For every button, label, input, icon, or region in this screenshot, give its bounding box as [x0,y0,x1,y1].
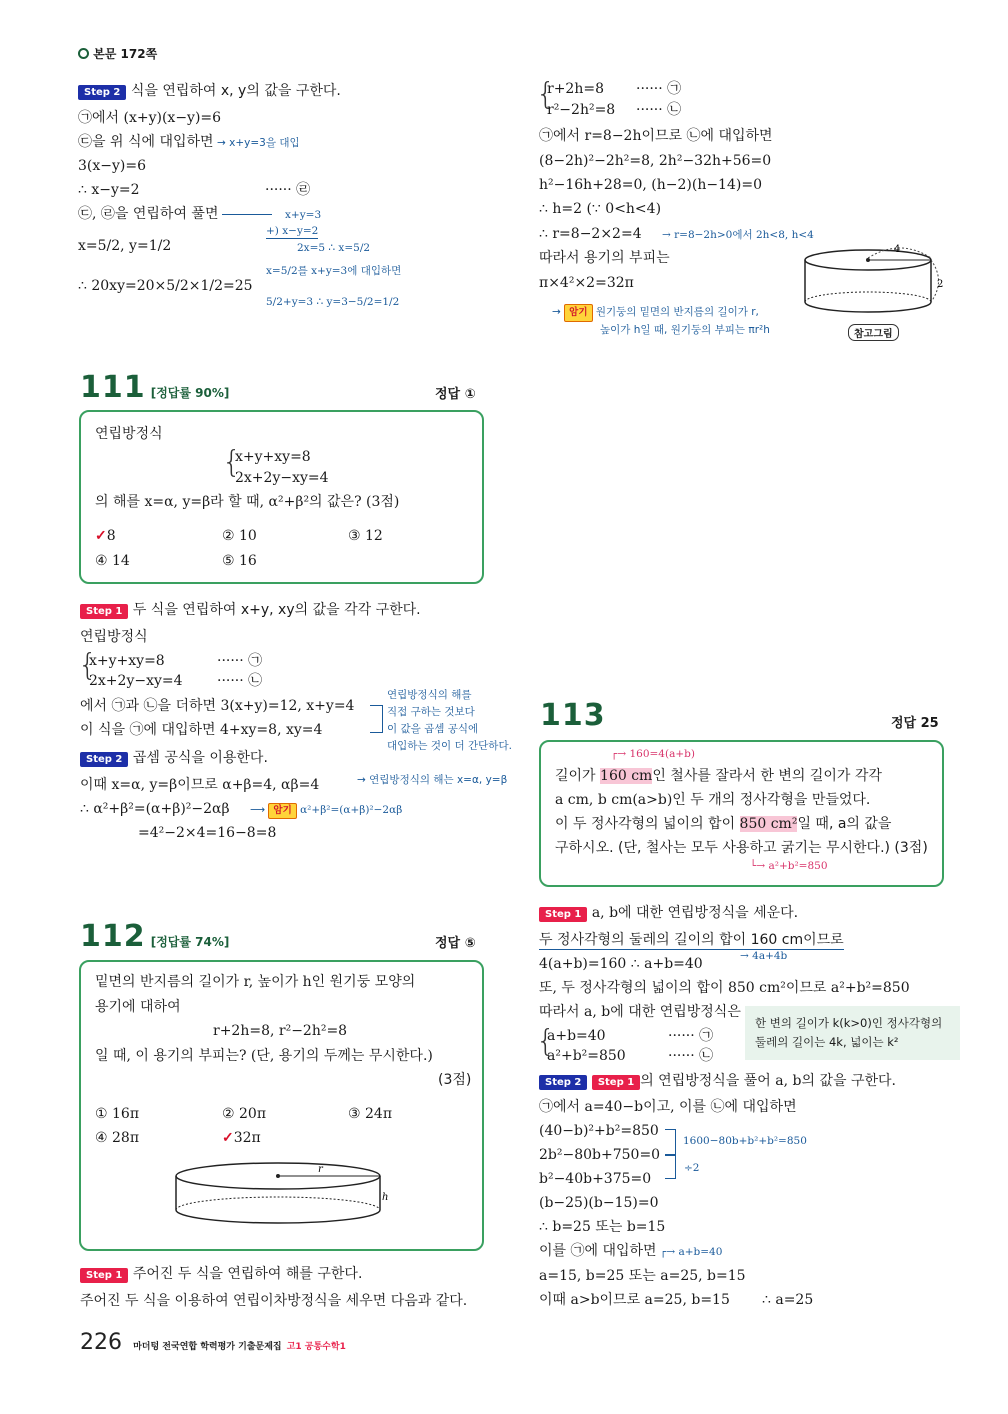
equation-marker: ······ ㉠ [217,653,263,669]
step-title: a, b에 대한 연립방정식을 세운다. [591,905,799,921]
question-box [539,740,944,887]
equation: a+b=40 [547,1028,606,1044]
choice-1[interactable]: ① 16π [95,1106,140,1122]
choice-5[interactable]: ⑤ 16 [222,553,257,569]
height-label: h [382,1192,389,1203]
annotation: 연립방정식의 해를 직접 구하는 것보다 이 값을 곱셈 공식에 대입하는 것이 더 간단하다. [387,689,512,752]
equation: r+2h=8, r²−2h²=8 [213,1023,348,1039]
page-reference [78,45,157,62]
step-title: 의 연립방정식을 풀어 a, b의 값을 구한다. [640,1073,896,1089]
question-text: 일 때, 이 용기의 부피는? (단, 용기의 두께는 무시한다.) [95,1048,433,1064]
step-heading [539,1072,896,1090]
correct-rate: [정답률 90%] [150,386,230,400]
question-number: 111 [80,370,146,405]
solution-line: ㉠에서 r=8−2h이므로 ㉡에 대입하면 [539,128,773,144]
step-heading [539,904,798,922]
solution-line: ∴ h=2 (∵ 0<h<4) [539,201,662,217]
annotation: x+y=3 [285,209,322,221]
annotation: 1600−80b+b²+b²=850 [683,1135,807,1147]
solution-line: 이 식을 ㉠에 대입하면 4+xy=8, xy=4 [80,722,323,738]
annotation: 5/2+y=3 ∴ y=3−5/2=1/2 [266,296,400,308]
equation: r+2h=8 [547,81,604,97]
solution-line: 이를 ㉠에 대입하면 [539,1243,657,1259]
solution-line: 두 정사각형의 둘레의 길이의 합이 160 cm이므로 [539,932,844,948]
solution-line: 연립방정식 [80,629,148,645]
step-badge: Step 2 [80,752,128,767]
points: (3점) [438,1072,472,1088]
question-text: a cm, b cm(a>b)인 두 개의 정사각형을 만들었다. [555,792,871,808]
solution-line: π×4²×2=32π [539,275,634,291]
equation: a²+b²=850 [547,1048,626,1064]
annotation: ┌→ 160=4(a+b) [611,748,695,760]
brace: { [536,77,556,112]
solution-line: 3(x−y)=6 [78,158,147,174]
radius-label: r [318,1164,323,1175]
answer-label: 정답 25 [891,716,939,731]
choice-2[interactable]: ② 10 [222,528,257,544]
answer-label: 정답 ① [435,387,476,402]
annotation: → 연립방정식의 해는 x=α, y=β [357,774,508,786]
memorize-badge: 암기 [564,304,592,322]
equation-marker: ······ ㉣ [265,182,311,198]
solution-line: 주어진 두 식을 이용하여 연립이차방정식을 세우면 다음과 같다. [80,1293,468,1309]
question-text: 길이가 160 cm인 철사를 잘라서 한 변의 길이가 각각 [555,768,882,784]
question-number: 113 [540,698,606,733]
annotation: → 4a+4b [740,950,788,962]
solution-line: x=5/2, y=1/2 [78,238,172,254]
choice-3[interactable]: ③ 24π [348,1106,393,1122]
solution-line: ㉠에서 (x+y)(x−y)=6 [78,110,222,126]
brace: { [536,1024,556,1059]
solution-line: ㉢, ㉣을 연립하여 풀면 [78,206,219,222]
height-label: 2 [937,279,944,290]
annotation: 2x=5 ∴ x=5/2 [297,242,371,254]
step-heading [80,749,268,767]
question-number: 112 [80,919,146,954]
page-reference-text: 본문 172쪽 [93,47,158,61]
step-heading [80,1265,362,1283]
solution-line: ㉠에서 a=40−b이고, 이를 ㉡에 대입하면 [539,1099,797,1115]
step-title: 주어진 두 식을 연립하여 해를 구한다. [132,1266,363,1282]
solution-line: =4²−2×4=16−8=8 [138,825,277,841]
solution-line: 따라서 a, b에 대한 연립방정식은 [539,1004,741,1020]
equation-marker: ······ ㉡ [636,102,682,118]
circle-icon [78,48,89,59]
radius-label: 4 [894,244,901,255]
annotation: → r=8−2h>0에서 2h<8, h<4 [662,229,814,241]
step-title: 두 식을 연립하여 x+y, xy의 값을 각각 구한다. [132,602,421,618]
bracket [370,705,383,733]
equation-marker: ······ ㉡ [668,1048,714,1064]
footer [80,1330,346,1355]
brace: { [222,445,242,480]
final-answer: ∴ a=25 [762,1292,814,1308]
choice-4[interactable]: ④ 14 [95,553,130,569]
question-text: 의 해를 x=α, y=β라 할 때, α²+β²의 값은? (3점) [95,494,400,510]
choice-2[interactable]: ② 20π [222,1106,267,1122]
question-header [80,370,229,405]
tip-box: 한 변의 길이가 k(k>0)인 정사각형의 둘레의 길이는 4k, 넓이는 k² [745,1006,960,1060]
book-grade: 고1 공통수학1 [286,1342,346,1352]
equation-marker: ······ ㉡ [217,673,263,689]
solution-line: ∴ b=25 또는 b=15 [539,1219,666,1235]
step-title: 식을 연립하여 x, y의 값을 구한다. [130,83,341,99]
annotation: └→ a²+b²=850 [750,860,828,872]
solution-line: 이때 a>b이므로 a=25, b=15 [539,1292,730,1308]
arrow [222,214,272,215]
step-heading [80,601,421,619]
check-mark-icon: ✓ [95,528,107,544]
step-title: 곱셈 공식을 이용한다. [132,750,268,766]
equation: x+y+xy=8 [235,449,311,465]
annotation: ┌→ a+b=40 [660,1246,723,1258]
check-mark-icon: ✓ [222,1130,234,1146]
annotation: +) x−y=2 [266,225,319,237]
step-badge: Step 1 [80,1268,128,1283]
question-text: 용기에 대하여 [95,999,181,1015]
correct-rate: [정답률 74%] [150,935,230,949]
solution-line: h²−16h+28=0, (h−2)(h−14)=0 [539,177,762,193]
equation: r²−2h²=8 [547,102,616,118]
annotation: ⟶ 암기 α²+β²=(α+β)²−2αβ [250,803,402,819]
solution-line: ∴ α²+β²=(α+β)²−2αβ [80,801,230,817]
question-text: 구하시오. (단, 철사는 모두 사용하고 굵기는 무시한다.) (3점) [555,840,928,856]
step-heading [78,82,341,100]
step-badge: Step 1 [539,907,587,922]
equation-marker: ······ ㉠ [668,1028,714,1044]
solution-line: b²−40b+375=0 [539,1171,652,1187]
equation-marker: ······ ㉠ [636,81,682,97]
choice-3[interactable]: ③ 12 [348,528,383,544]
step-badge: Step 1 [80,604,128,619]
choice-1[interactable]: ✓8 [95,528,116,544]
solution-line: 따라서 용기의 부피는 [539,250,670,266]
cylinder-figure [170,1158,390,1230]
solution-line: (b−25)(b−15)=0 [539,1195,659,1211]
solution-line: 2b²−80b+750=0 [539,1147,661,1163]
solution-line: ㉢을 위 식에 대입하면 [78,134,214,150]
solution-line: ∴ x−y=2 [78,182,140,198]
brace: { [78,648,98,683]
step-badge: Step 2 [539,1075,587,1090]
solution-line: 에서 ㉠과 ㉡을 더하면 3(x+y)=12, x+y=4 [80,698,355,714]
solution-line: (40−b)²+b²=850 [539,1123,659,1139]
equation: x+y+xy=8 [89,653,165,669]
step-badge: Step 2 [78,85,126,100]
solution-line: (8−2h)²−2h²=8, 2h²−32h+56=0 [539,153,772,169]
annotation: → x+y=3을 대입 [217,137,300,149]
equation: 2x+2y−xy=4 [89,673,183,689]
figure-caption: 참고그림 [848,324,899,341]
choice-4[interactable]: ④ 28π [95,1130,140,1146]
solution-line: a=15, b=25 또는 a=25, b=15 [539,1268,746,1284]
annotation: x=5/2를 x+y=3에 대입하면 [266,265,402,277]
question-text: 밑면의 반지름의 길이가 r, 높이가 h인 원기둥 모양의 [95,974,416,990]
step-badge: Step 1 [592,1075,640,1090]
question-header [80,919,229,954]
solution-line: 또, 두 정사각형의 넓이의 합이 850 cm²이므로 a²+b²=850 [539,980,910,996]
bracket [665,1129,676,1155]
answer-label: 정답 ⑤ [435,936,476,951]
question-text: 이 두 정사각형의 넓이의 합이 850 cm²일 때, a의 값을 [555,816,892,832]
solution-line: ∴ 20xy=20×5/2×1/2=25 [78,278,253,294]
solution-line: ∴ r=8−2×2=4 [539,226,642,242]
annotation: → 암기 원기둥의 밑면의 반지름의 길이가 r, 높이가 h일 때, 원기둥의 부피는 πr²h [552,306,770,336]
book-title: 마더텅 전국연합 학력평가 기출문제집 [133,1342,282,1352]
choice-5[interactable]: ✓32π [222,1130,261,1146]
annotation: ÷2 [684,1162,700,1174]
solution-line: 이때 x=α, y=β이므로 α+β=4, αβ=4 [80,777,320,793]
bracket [665,1155,676,1179]
page-number: 226 [80,1330,122,1355]
reference-cylinder-figure [800,240,950,320]
solution-line: 4(a+b)=160 ∴ a+b=40 [539,956,703,972]
question-text: 연립방정식 [95,426,163,442]
memorize-badge: 암기 [268,803,296,819]
equation: 2x+2y−xy=4 [235,470,329,486]
